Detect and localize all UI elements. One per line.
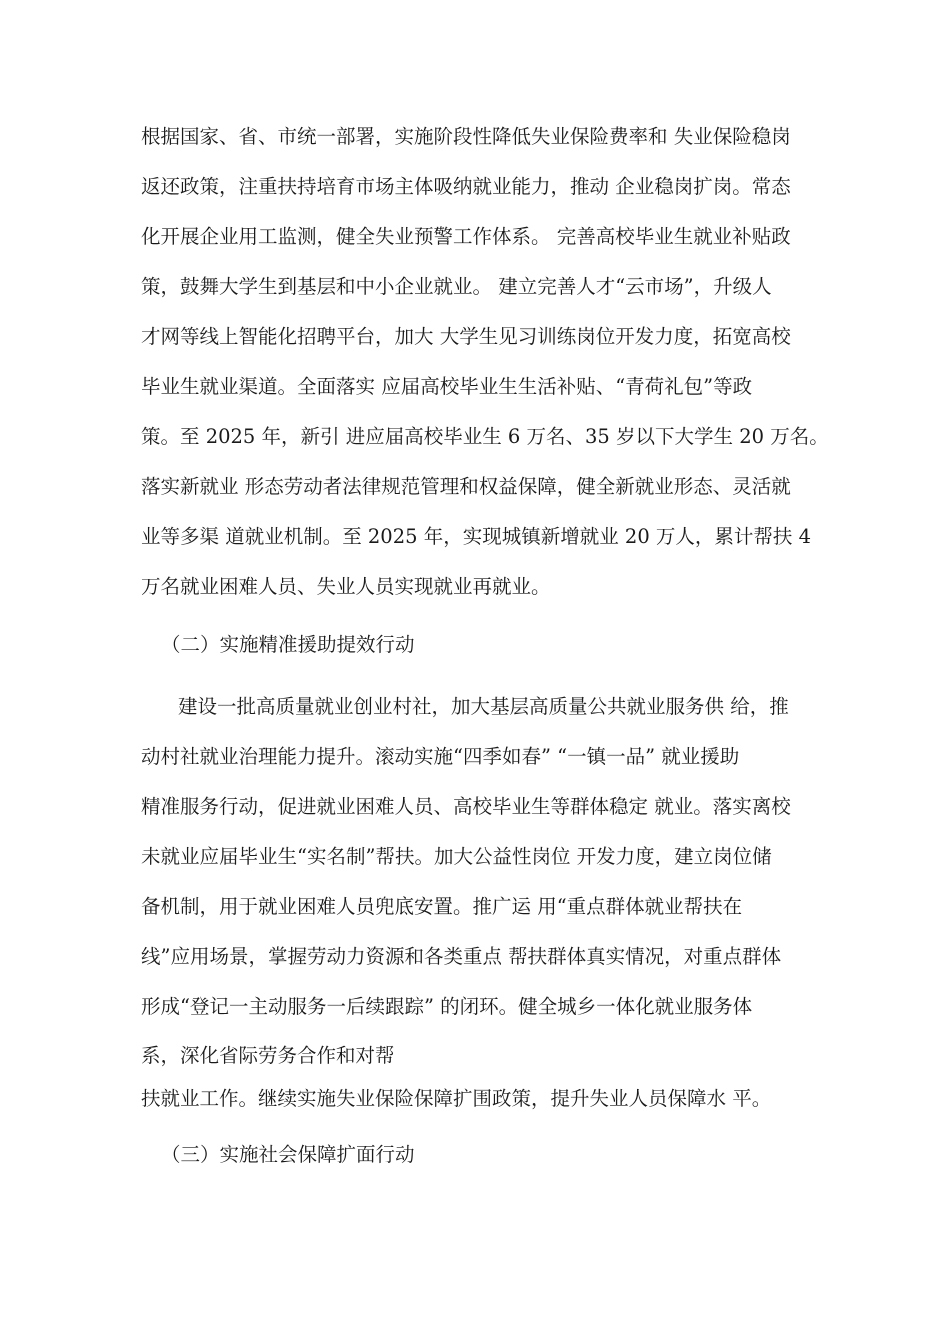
paragraph1-line: 万名就业困难人员、失业人员实现就业再就业。 [141,575,551,598]
section-heading-3: （三）实施社会保障扩面行动 [161,1143,415,1166]
paragraph1-line: 策，鼓舞大学生到基层和中小企业就业。 建立完善人才“云市场”，升级人 [141,275,772,298]
paragraph2-line: 未就业应届毕业生“实名制”帮扶。加大公益性岗位 开发力度，建立岗位储 [141,845,772,868]
paragraph1-line: 才网等线上智能化招聘平台，加大 大学生见习训练岗位开发力度，拓宽高校 [141,325,791,348]
paragraph2-line: 形成“登记一主动服务一后续跟踪” 的闭环。健全城乡一体化就业服务体 [141,995,753,1018]
paragraph2-line: 系，深化省际劳务合作和对帮 [141,1044,395,1067]
paragraph2-line: 扶就业工作。继续实施失业保险保障扩围政策，提升失业人员保障水 平。 [141,1087,772,1110]
paragraph1-line: 业等多渠 道就业机制。至 2025 年，实现城镇新增就业 20 万人，累计帮扶 4 [141,525,812,548]
paragraph1-line: 落实新就业 形态劳动者法律规范管理和权益保障，健全新就业形态、灵活就 [141,475,791,498]
paragraph2-line: 建设一批高质量就业创业村社，加大基层高质量公共就业服务供 给，推 [178,695,789,718]
paragraph2-line: 线”应用场景，掌握劳动力资源和各类重点 帮扶群体真实情况，对重点群体 [141,945,782,968]
paragraph1-line: 策。至 2025 年，新引 进应届高校毕业生 6 万名、35 岁以下大学生 20 万名。 [141,425,829,448]
paragraph2-line: 动村社就业治理能力提升。滚动实施“四季如春” “一镇一品” 就业援助 [141,745,740,768]
paragraph2-line: 备机制，用于就业困难人员兜底安置。推广运 用“重点群体就业帮扶在 [141,895,743,918]
paragraph1-line: 返还政策，注重扶持培育市场主体吸纳就业能力，推动 企业稳岗扩岗。常态 [141,175,791,198]
paragraph1-line: 化开展企业用工监测，健全失业预警工作体系。 完善高校毕业生就业补贴政 [141,225,791,248]
section-heading-2: （二）实施精准援助提效行动 [161,633,415,656]
paragraph1-line: 毕业生就业渠道。全面落实 应届高校毕业生生活补贴、“青荷礼包”等政 [141,375,753,398]
paragraph2-line: 精准服务行动，促进就业困难人员、高校毕业生等群体稳定 就业。落实离校 [141,795,791,818]
paragraph1-line: 根据国家、省、市统一部署，实施阶段性降低失业保险费率和 失业保险稳岗 [141,125,791,148]
